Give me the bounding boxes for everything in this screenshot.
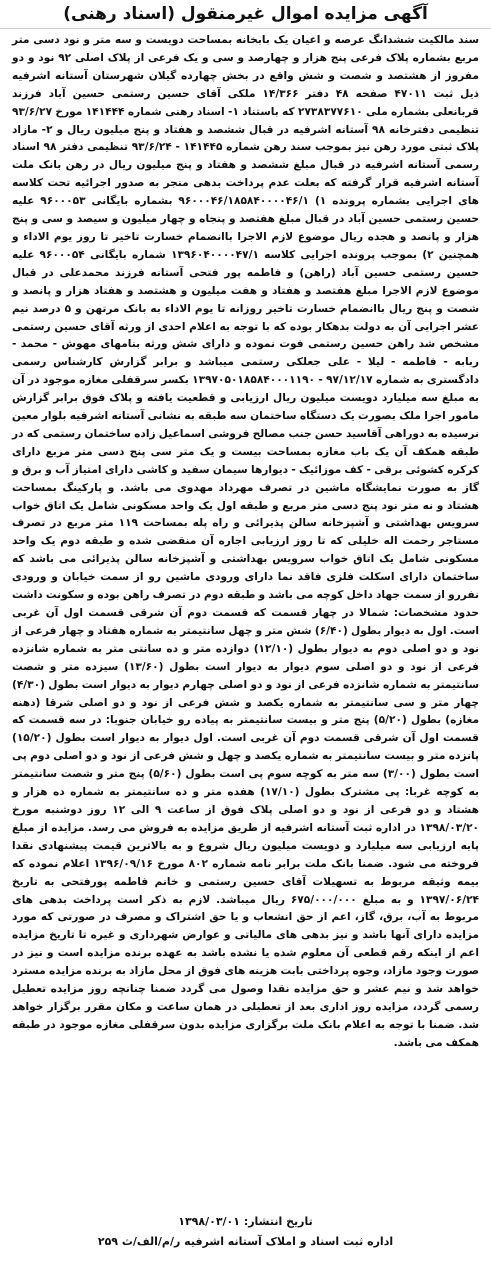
issuer-office: اداره ثبت اسناد و املاک آستانه اشرفیه ر/م/الف/ث ۲۵۹: [97, 1235, 394, 1248]
notice-body: سند مالکیت ششدانگ عرصه و اعیان یک بابخانه بمساحت دویست و سه متر و نود دسی متر مربع بشماره پلاک فرعی پنج هزار و چهارصد و سی و یک فرعی از پلاک اصلی ۹۲ نود و دو مفروز از هشتصد و شصت و شش واقع در بخش چهارده گیلان شهرستان آستانه اشرفیه ذیل ثبت ۴۷۰۱۱ صفحه ۴۸ دفتر ۱۴/۳۶۶ ملکی آقای حسین رستمی حسین آباد فرزند قربانعلی بشماره ملی ۲۷۳۸۳۷۷۶۱۰ که باستناد ۱- اسناد رهنی شماره ۱۴۱۴۴۴ مورخ ۹۳/۶/۲۷ تنظیمی دفترخانه ۹۸ آستانه اشرفیه در قبال ششصد و هفتاد و پنج میلیون ریال و ۲- مازاد پلاک ثبتی مورد رهن نیز بموجب سند رهن شماره ۱۴۱۴۴۵ - ۹۳/۶/۲۴ تنظیمی دفتر ۹۸ اسناد رسمی آستانه اشرفیه در قبال مبلغ ششصد و هفتاد و پنج میلیون ریال در رهن بانک ملت آستانه اشرفیه قرار گرفته که بعلت عدم پرداخت بدهی منجر به صدور اجرائیه تحت کلاسه های اجرایی بشماره پرونده ۱) ۹۶۰۰۰۴۶/۱۸۵۸۴۰۰۰۰۴۶/۱ بشماره بایگانی ۹۶۰۰۰۵۳ علیه حسین رستمی حسین آباد در قبال مبلغ هفتصد و پنجاه و چهار میلیون و سیصد و سی و پنج هزار و پانصد و هجده ریال موضوع لازم الاجرا باانضمام خسارت تاخیر تا روز یوم الاداء و همچنین ۲) بموجب پرونده اجرایی کلاسه ۱۳۹۶۰۴۰۰۰۰۴۷/۱ شماره بایگانی ۹۶۰۰۰۵۴ علیه حسین رستمی حسین آباد (راهن) و فاطمه پور فتحی آستانه فرزند محمدعلی در قبال موضوع لازم الاجرا مبلغ هفتصد و هفتاد و هفت میلیون و هشتصد و هفتاد هزار و پانصد و شصت و پنج ریال باانضمام خسارت تاخیر روزانه تا یوم الاداء به بانک مرتهن و ۵ درصد نیم عشر اجرایی آن به دولت بدهکار بوده که با توجه به اعلام احدی از ورثه آقای حسین رستمی مشخص شد راهن حسین رستمی فوت نموده و دارای شش ورثه بنامهای مهوش - محمد - ربابه - فاطمه - لیلا - علی جعلکی رستمی میباشد و برابر گزارش کارشناس رسمی دادگستری به شماره ۹۷/۱۲/۱۷ - ۱۳۹۷۰۵۰۱۸۵۸۴۰۰۰۱۱۹۰ بکسر سرقفلی مغازه موجود در آن به مبلغ سه میلیارد دویست میلیون ریال ارزیابی و قطعیت یافته و پلاک فوق برابر گزارش مامور اجرا ملک بصورت یک دستگاه ساختمان سه طبقه به نشانی آستانه اشرفیه بلوار معین نرسیده به دوراهی آقاسید حسن جنب مصالح فروشی اسماعیل زاده ساختمان رستمی که در طبقه همکف آن یک باب مغازه بمساحت بیست و یک متر سی پنج دسی متر مربع دارای کرکره کشوئی برقی - کف موزائیک - دیوارها سیمان سفید و کاشی دارای امتیاز آب و برق و گاز به صورت نمایشگاه ماشین در تصرف مهرداد مهدوی می باشد. و پارکینگ بمساحت هشتاد و نه متر نود پنج دسی متر مربع و طبقه اول یک واحد مسکونی شامل یک اتاق خواب سرویس بهداشتی و آشپزخانه سالن پذیرائی و راه پله بمساحت ۱۱۹ متر مربع در تصرف مستاجر رحمت اله خلیلی که تا روز ارزیابی اجاره آن منقضی شده و طبقه دوم یک واحد مسکونی شامل یک اتاق خواب سرویس بهداشتی و آشپزخانه سالن پذیرائی می باشد که ساختمان دارای اسکلت فلزی فاقد نما دارای ورودی ماشین رو از سمت خیابان و ورودی نفررو از سمت جهاد داخل کوچه می باشد و طبقه دوم در تصرف راهن بوده و سکونت داشت حدود مشخصات: شمالا در چهار قسمت که قسمت دوم آن شرقی قسمت اول آن غربی است. اول به دیوار بطول (۶/۴۰) شش متر و چهل سانتیمتر به شماره هفتاد و چهار فرعی از نود و دو اصلی دوم به دیوار بطول (۱۲/۱۰) دوازده متر و ده سانتی متر به شماره شانزده فرعی از نود و دو اصلی سوم دیوار به دیوار است بطول (۱۳/۶۰) سیزده متر و شصت سانتیمتر به شماره شانزده فرعی از نود و دو اصلی چهارم دیوار به دیوار است بطول (۴/۳۰) چهار متر و سی سانتیمتر به شماره یکصد و شش فرعی از نود و دو اصلی شرقا (دهنه مغازه) بطول (۵/۲۰) پنج متر و بیست سانتیمتر به پیاده رو خیابان جنوبا: در سه قسمت که قسمت اول آن شرقی قسمت دوم آن غربی است. اول دیوار به دیوار است بطول (۱۵/۲۰) پانزده متر و بیست سانتیمتر به شماره یکصد و چهل و شش فرعی از نود و دو اصلی دوم پی است بطول (۳/۰۰) سه متر به کوچه سوم پی است بطول (۵/۶۰) پنج متر و شصت سانتیمتر به کوچه غربا: پی مشترک بطول (۱۷/۱۰) هفده متر و ده سانتیمتر به شماره ده هزار و هشتاد و دو فرعی از نود و دو اصلی پلاک فوق از ساعت ۹ الی ۱۲ روز دوشنبه مورخ ۱۳۹۸/۰۳/۲۰ در اداره ثبت آستانه اشرفیه از طریق مزایده به فروش می رسد. مزایده از مبلغ پایه ارزیابی سه میلیارد و دویست میلیون ریال شروع و به بالاترین قیمت پیشنهادی نقدا فروخته می شود. ضمنا بانک ملت برابر نامه شماره ۸۰۲ مورخ ۱۳۹۶/۰۹/۱۶ اعلام نموده که بیمه وثیقه مربوط به تسهیلات آقای حسین رستمی و خانم فاطمه پورفتحی به تاریخ ۱۳۹۷/۰۶/۲۴ و به مبلغ ۶۷۵/۰۰۰/۰۰۰ ریال میباشد. لازم به ذکر است پرداخت بدهی های مربوط به آب، برق، گاز، اعم از حق انشعاب و یا حق اشتراک و مصرف در صورتی که مورد مزایده دارای آنها باشد و نیز بدهی های مالیاتی و عوارض شهرداری و غیره تا تاریخ مزایده اعم از اینکه رقم قطعی آن معلوم شده یا نشده باشد به عهده برنده مزایده است و نیز در صورت وجود مازاد، وجوه پرداختی بابت هزینه های فوق از محل مازاد به برنده مزایده مسترد خواهد شد و نیم عشر و حق مزایده نقدا وصول می گردد ضمنا چنانچه روز مزایده تعطیل رسمی گردد، مزایده روز اداری بعد از تعطیلی در همان ساعت و مکان مقرر برگزار خواهد شد. ضمنا با توجه به اعلام بانک ملت برگزاری مزایده بدون سرقفلی مغازه موجود در طبقه همکف می باشد.: [12, 34, 480, 1049]
notice-header: [0, 0, 491, 29]
publish-date: تاریخ انتشار: ۱۳۹۸/۰۳/۰۱: [178, 1215, 313, 1228]
notice-title: آگهی مزایده اموال غیرمنقول (اسناد رهنی): [63, 4, 428, 24]
notice-footer: [12, 1212, 479, 1252]
